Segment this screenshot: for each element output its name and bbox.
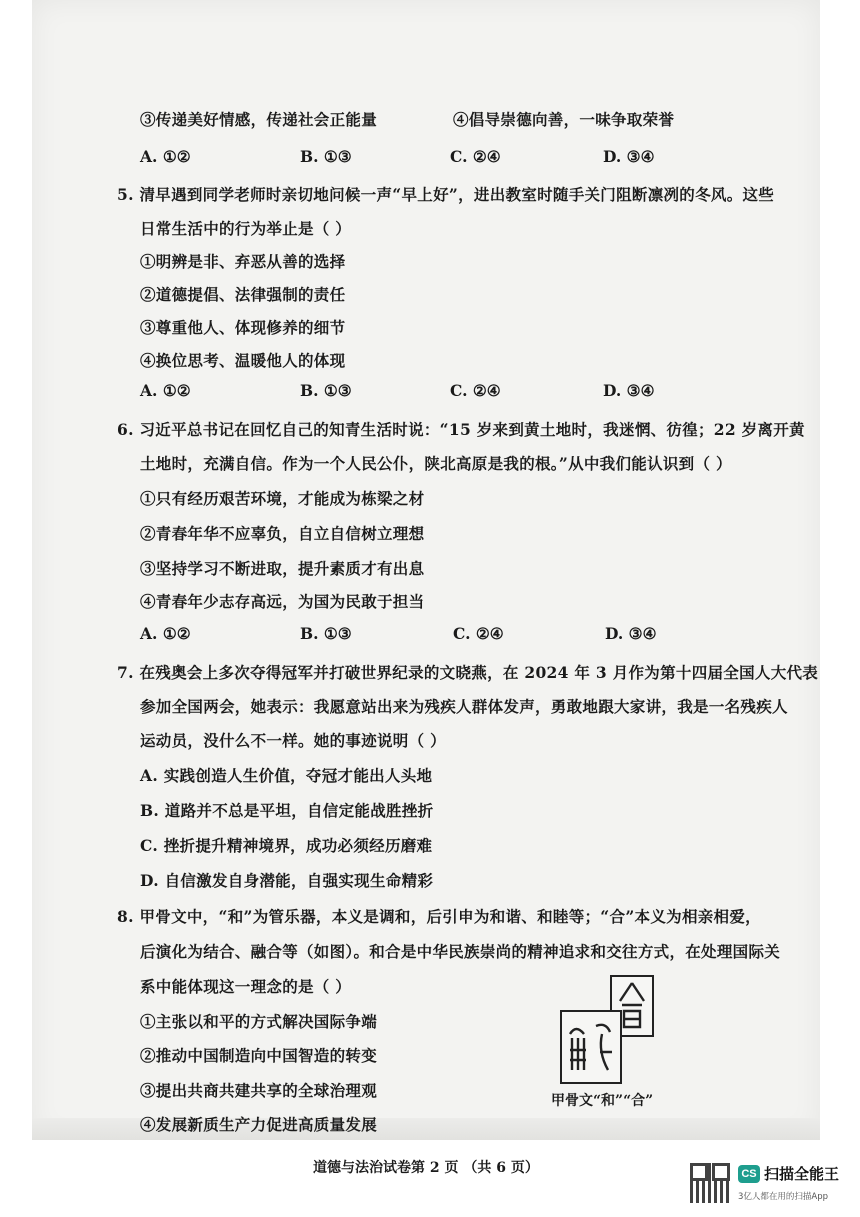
q6-item-1: ①只有经历艰苦环境，才能成为栋梁之材 [140, 489, 425, 508]
watermark-title: 扫描全能王 [764, 1165, 840, 1183]
q7-stem-line-2: 参加全国两会，她表示：我愿意站出来为残疾人群体发声，勇敢地跟大家讲，我是一名残疾人 [140, 697, 788, 716]
q6-option-c: C. ②④ [453, 624, 504, 643]
q8-stem-line-2: 后演化为结合、融合等（如图）。和合是中华民族崇尚的精神追求和交往方式，在处理国际关 [140, 942, 781, 961]
q5-option-b: B. ①③ [300, 381, 352, 400]
q5-option-a: A. ①② [140, 381, 191, 400]
camscanner-logo-icon: CS [738, 1165, 760, 1183]
q8-item-4: ④发展新质生产力促进高质量发展 [140, 1115, 378, 1134]
q5-item-1: ①明辨是非、弃恶从善的选择 [140, 252, 346, 271]
q4-option-b: B. ①③ [300, 147, 352, 166]
q4-option-c: C. ②④ [450, 147, 501, 166]
page-footer: 道德与法治试卷第 2 页 （共 6 页） [313, 1160, 539, 1176]
q7-stem-line-3: 运动员，没什么不一样。她的事迹说明（ ） [140, 731, 446, 750]
q8-item-3: ③提出共商共建共享的全球治理观 [140, 1081, 378, 1100]
q6-option-a: A. ①② [140, 624, 191, 643]
q7-stem-line-1: 7. 在残奥会上多次夺得冠军并打破世界纪录的文晓燕，在 2024 年 3 月作为第十四届全国人大代表 [117, 663, 819, 682]
q5-stem-line-1: 5. 清早遇到同学老师时亲切地问候一声“早上好”，进出教室时随手关门阻断凛冽的冬风。这些 [117, 185, 775, 204]
q7-option-b: B. 道路并不总是平坦，自信定能战胜挫折 [140, 801, 434, 820]
watermark-subtitle: 3亿人都在用的扫描App [738, 1192, 829, 1202]
q6-option-b: B. ①③ [300, 624, 352, 643]
oracle-bone-he-harmony-glyph [560, 1010, 622, 1084]
q6-option-d: D. ③④ [605, 624, 657, 643]
q5-option-d: D. ③④ [603, 381, 655, 400]
q5-stem-line-2: 日常生活中的行为举止是（ ） [140, 219, 352, 238]
q8-stem-line-1: 8. 甲骨文中，“和”为管乐器，本义是调和，后引申为和谐、和睦等；“合”本义为相亲相爱， [117, 907, 761, 926]
q4-option-d: D. ③④ [603, 147, 655, 166]
q6-stem-line-2: 土地时，充满自信。作为一个人民公仆，陕北高原是我的根。”从中我们能认识到（ ） [140, 454, 732, 473]
q4-item-3: ③传递美好情感，传递社会正能量 [140, 110, 378, 129]
q8-stem-line-3: 系中能体现这一理念的是（ ） [140, 977, 352, 996]
q7-option-d: D. 自信激发自身潜能，自强实现生命精彩 [140, 871, 434, 890]
q7-option-a: A. 实践创造人生价值，夺冠才能出人头地 [140, 766, 433, 785]
q5-item-3: ③尊重他人、体现修养的细节 [140, 318, 346, 337]
q4-option-a: A. ①② [140, 147, 191, 166]
q6-item-3: ③坚持学习不断进取，提升素质才有出息 [140, 559, 425, 578]
q7-option-c: C. 挫折提升精神境界，成功必须经历磨难 [140, 836, 433, 855]
q8-item-1: ①主张以和平的方式解决国际争端 [140, 1012, 378, 1031]
q5-item-2: ②道德提倡、法律强制的责任 [140, 285, 346, 304]
q4-item-4: ④倡导崇德向善，一味争取荣誉 [453, 110, 675, 129]
q8-item-2: ②推动中国制造向中国智造的转变 [140, 1046, 378, 1065]
q5-option-c: C. ②④ [450, 381, 501, 400]
q5-item-4: ④换位思考、温暖他人的体现 [140, 351, 346, 370]
q6-item-4: ④青春年少志存高远，为国为民敢于担当 [140, 592, 425, 611]
figure-caption: 甲骨文“和”“合” [551, 1093, 654, 1109]
q6-item-2: ②青春年华不应辜负，自立自信树立理想 [140, 524, 425, 543]
q6-stem-line-1: 6. 习近平总书记在回忆自己的知青生活时说：“15 岁来到黄土地时，我迷惘、彷徨；22 岁离开黄 [117, 420, 805, 439]
qr-code-icon [690, 1163, 730, 1203]
